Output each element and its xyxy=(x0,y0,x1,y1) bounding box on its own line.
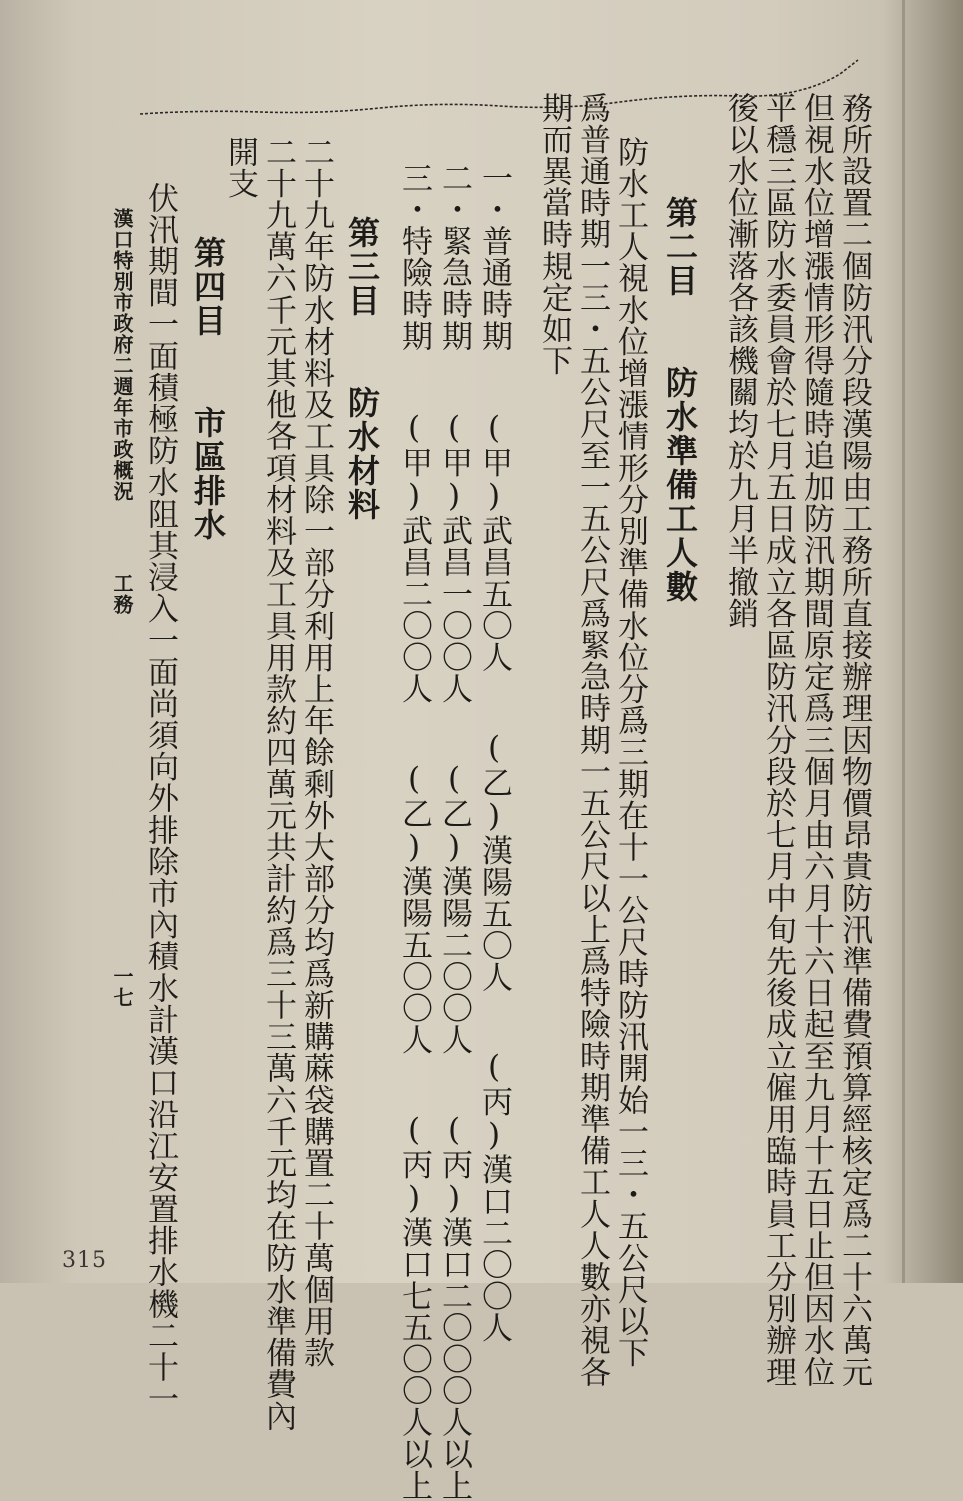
heading-number: 第三目 xyxy=(343,216,381,318)
period-hankou: (丙)漢口二〇〇〇人以上 xyxy=(436,1112,472,1501)
period-hanyang: (乙)漢陽二〇〇人 xyxy=(436,761,472,1056)
text-column-6: 防水工人視水位增漲情形分別準備水位分爲三期在十一公尺時防汛開始一三・五公尺以下 xyxy=(612,136,648,1369)
text-column-7: 爲普通時期一三・五公尺至一五公尺爲緊急時期一五公尺以上爲特險時期準備工人人數亦視各 xyxy=(574,92,610,1388)
text-column-2: 但視水位增漲情形得隨時追加防汛期間原定爲三個月由六月十六日起至九月十五日止但因水位 xyxy=(798,92,834,1388)
heading-title: 防水準備工人數 xyxy=(661,366,699,604)
section-heading-2 xyxy=(661,196,699,604)
section-name: 工務 xyxy=(110,573,134,615)
period-row-1 xyxy=(476,162,512,1344)
section-heading-3 xyxy=(343,216,381,522)
period-wuchang: (甲)武昌五〇人 xyxy=(476,410,512,674)
period-label: 一・普通時期 xyxy=(476,162,512,352)
text-column-3: 平穩三區防水委員會於七月五日成立各區防汛分段於七月中旬先後成立僱用臨時員工分別辦理 xyxy=(760,92,796,1388)
text-column-16: 伏汛期間一面積極防水阻其浸入一面尚須向外排除市內積水計漢口沿江安置排水機二十一 xyxy=(142,182,178,1415)
period-hankou: (丙)漢口七五〇〇人以上 xyxy=(396,1112,432,1501)
page-edge xyxy=(902,0,905,1283)
publication-title: 漢口特別市政府二週年市政概況 xyxy=(110,208,134,502)
period-label: 二・緊急時期 xyxy=(436,162,472,352)
heading-title: 防水材料 xyxy=(343,386,381,522)
period-label: 三・特險時期 xyxy=(396,162,432,352)
section-heading-4 xyxy=(189,236,227,542)
folio-number: 一七 xyxy=(110,966,134,1008)
text-column-12: 二十九年防水材料及工具除一部分利用上年餘剩外大部分均爲新購蔴袋購置二十萬個用款 xyxy=(298,136,334,1369)
period-hankou: (丙)漢口二〇〇人 xyxy=(476,1049,512,1344)
text-column-14: 開支 xyxy=(222,136,258,200)
next-page-shadow xyxy=(883,0,963,1283)
page-number: 315 xyxy=(62,1248,107,1273)
heading-number: 第四目 xyxy=(189,236,227,338)
heading-number: 第二目 xyxy=(661,196,699,298)
period-hanyang: (乙)漢陽五〇人 xyxy=(476,729,512,993)
period-wuchang: (甲)武昌二〇〇人 xyxy=(396,410,432,705)
text-column-13: 二十九萬六千元其他各項材料及工具用款約四萬元共計約爲三十三萬六千元均在防水準備費內 xyxy=(260,136,296,1432)
heading-title: 市區排水 xyxy=(189,406,227,542)
running-footer xyxy=(112,208,132,615)
period-hanyang: (乙)漢陽五〇〇人 xyxy=(396,761,432,1056)
period-wuchang: (甲)武昌一〇〇人 xyxy=(436,410,472,705)
period-row-3 xyxy=(396,162,432,1501)
text-column-1: 務所設置二個防汛分段漢陽由工務所直接辦理因物價昂貴防汛準備費預算經核定爲二十六萬元 xyxy=(836,92,872,1388)
text-column-8: 期而異當時規定如下 xyxy=(536,92,572,377)
period-row-2 xyxy=(436,162,472,1501)
text-column-4: 後以水位漸落各該機關均於九月半撤銷 xyxy=(722,92,758,630)
